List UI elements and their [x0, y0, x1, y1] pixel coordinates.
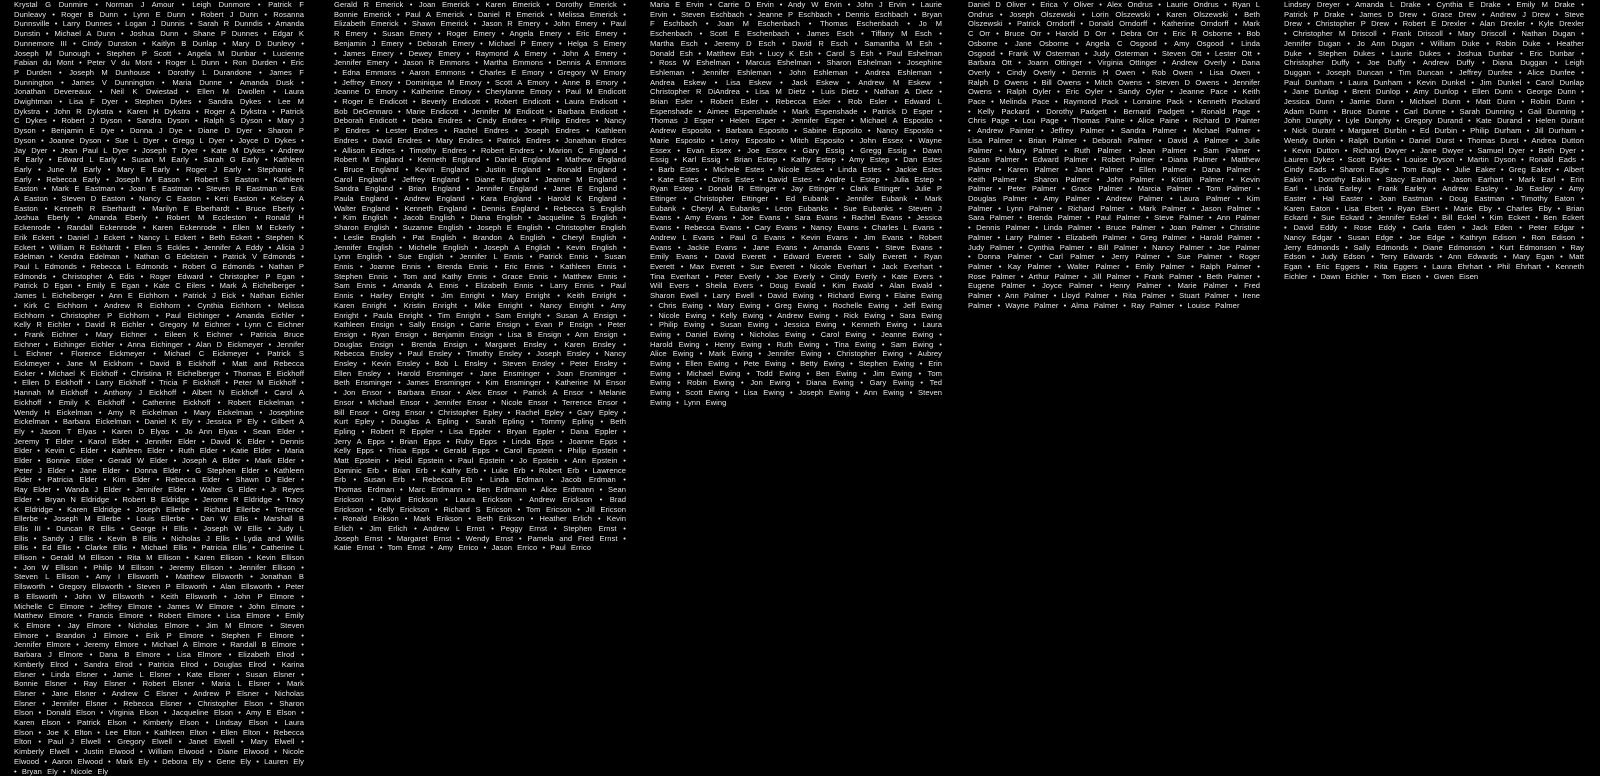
names-column-5	[1284, 0, 1584, 660]
names-column-2	[334, 0, 626, 660]
names-column-4	[968, 0, 1260, 660]
names-text-1: Krystal G Dunmire • Norman J Amour • Leigh Dunmore • Patrick F Dunleavy • Roger B Dunn • Lynn E Dunn • Robert J Dunn • Rosanna Dunnsville • Larry Dunnes • Logan J Dunnis • Sarah R Dunndis • Amanda Dunstin • Michael A Dunn • Joshua Dunn • Shane P Dunnes • Edgar K Dunnemore III • Cindy Dunston • Kaitlyn B Dunlap • Mary D Dunlevy • Joseph M Dunough • Stephen P Scott • Angela M Dunbar • Lucienne Fabian du Mont • Peter V du Mont • Roger L Dunn • Ron Durden • Eric P Durden • Joseph M Dunhouse • Dorothy L Durandone • James F Dunnington • James V Dunnington • Maria Dunne • Amanda Dusk • Jonathan Devereaux • Neil K Dwiestad • Ellen M Dwollen • Laura Dwightman • Lisa F Dyer • Stephen Dykes • Sandra Dykes • Lee M Dykstra • John R Dykstra • Karen H Dykstra • Roger A Dykstra • Patrick C Dykes • Robert J Dyson • Sandra Dyson • Ralph S Dyson • Mary J Dyson • Benjamin E Dye • Donna J Dye • Diane D Dyer • Sharon P Dyson • Joanne Dyson • Sue L Dyer • Gregg L Dyer • Joyce D Dykes • Jay Dyer • Jean Paul L Dyer • Joseph T Dyer • Kate M Dykes • Andrew R Early • Edward L Early • Susan M Early • Sarah G Early • Kathleen Early • June M Early • Mary E Early • Roger J Early • Stephanie R Early • Rebecca Early • Joseph M Eason • Robert S Easton • Kathleen Easton • Mark E Eastman • Joan E Eastman • Steven R Eastman • Erik A Easton • Steven D Easton • Nancy C Easton • Keri Easton • Kelsey A Easton • Kenneth R Eberhardt • Marilyn E Eberhardt • Bruce Eberly • Joshua Eberly • Amanda Eberly • Robert M Eccleston • Ronald H Eckenrode • Randall Eckenrode • Karen Eckenrode • Ellen M Eckerly • Erik Eckert • Daniel J Eckert • Nancy L Eckert • Beth Eckert • Stephen K Eckert • William R Eckhardt • Ellen S Eckles • Jennifer A Eddy • Alicia J Edelman • Kendra Edelman • Nathan G Edelstein • Patrick V Edmonds • Paul L Edmonds • Rebecca L Edmonds • Robert G Edmonds • Nathan P Edmonds • Christopher A Edis • Roger Edward • Christopher P Egan • Patrick D Egan • Emily E Egan • Kate C Eilers • Mark A Eichelberger • James L Eichelberger • Ann E Eichhorn • Patrick J Eick • Nathan Eichler • Kirk C Eichhorn • Andrew R Eichhorn • Cynthia Eichhorn • Melissa Eichhorn • Christopher P Eichhorn • Paul Eichinger • Amanda Eichler • Kelly R Eichler • David R Eichler • Gregory M Eichner • Lynn C Eichner • Frank Eichner • Mary Eichner • Eileen K Eichner • Patricia Bruce Eichner • Eichinger Eichler • Anna Eichinger • Alan D Eickmeyer • Jennifer L Eichner • Florence Eickmeyer • Michael C Eickmeyer • Patrick S Eickmeyer • Jane M Eickhorn • David B Eickhoff • Matt and Rebecca Eicker • Michael K Eickhoff • Christina R Eichelberger • Thomas E Eickhoff • Ellen D Eickhoff • Larry Eickhoff • Tricia F Eickhoff • Peter M Eickhoff • Hannah M Eickhoff • Anthony J Eickhoff • Albert N Eickhoff • Carol A Eickhoff • Emily K Eickhoff • Catherine Eickhoff • Robert Eickelman • Wendy H Eickelman • Amy R Eickelman • Mary Eickelman • Josephine Eickelman • Barbara Eickelman • Daniel K Ely • Jessica P Ely • Gilbert A Ely • Jason T Elyas • Karen D Elyas • Jo Ann Elyas • Sean Elder • Jeremy T Elder • Karol Elder • Jennifer Elder • David K Elder • Dennis Elder • Kevin C Elder • Kathleen Elder • Ruth Elder • Katie Elder • Maria Elder • Bonnie Elder • Gerald W Elder • Joseph A Elder • Mark Elder • Peter J Elder • Jane Elder • Donna Elder • G Stephen Elder • Kathleen Elder • Patricia Elder • Kim Elder • Rebecca Elder • Shawn D Elder • Ray Elder • Wanda J Elder • Jennifer Elder • Walter G Elder • Jr Reyes Elder • Bryan N Eldridge • Robert B Eldridge • Jerome R Eldridge • Tracy K Eldridge • Karen Eldridge • Joseph Ellerbe • Richard Ellerbe • Terrence Ellerbe • Joseph M Ellerbe • Louis Ellerbe • Dan W Ellis • Marshall B Ellis III • Duncan R Ellis • George H Ellis • Joseph W Ellis • Judy L Ellis • Sandy J Ellis • Kevin B Ellis • Nicholas J Ellis • Lydia and Willis Ellis • Ed Ellis • Clarke Ellis • Michael Ellis • Patricia Ellis • Catherine L Ellison • Gerald M Ellison • Rita M Ellison • Karen Ellison • Kevin Ellison • Jon W Ellison • Philip M Ellison • Jeremy Ellison • Jennifer Ellison • Steven L Ellison • Amy I Ellsworth • Matthew Ellsworth • Jonathan B Ellsworth • Gregory Ellsworth • Steven P Ellsworth • Alan Ellsworth • Peter B Ellsworth • John W Ellsworth • Keith Ellsworth • John P Elmore • Michelle C Elmore • Jeffrey Elmore • James W Elmore • John Elmore • Matthew Elmore • Francis Elmore • Robert Elmore • Lisa Elmore • Emily K Elmore • Jay Elmore • Nicholas Elmore • Jim M Elmore • Steven Elmore • Brandon J Elmore • Erik P Elmore • Stephen F Elmore • Jennifer Elmore • Jeremy Elmore • Michael A Elmore • Randall B Elmore • Barbara J Elmore • Dana B Elmore • Lisa Elmore • Elizabeth Elrod • Kimberly Elrod • Sandra Elrod • Patricia Elrod • Douglas Elrod • Karina Elsner • Linda Elsner • Jamie L Elsner • Kate Elsner • Susan Elsner • Bonnie Elsner • Ray Elsner • Robert Elsner • Maria L Elsner • Mark Elsner • Jane Elsner • Andrew C Elsner • Andrew P Elsner • Nicholas Elsner • Jennifer Elsner • Rebecca Elsner • Christopher Elson • Sharon Elson • Donald Elson • Virginia Elson • Jacqueline Elson • Amy E Elson • Karen Elson • Patrick Elson • Kimberly Elson • Lindsay Elson • Laura Elson • Joe K Elton • Lee Elton • Kathleen Elton • Ellen Elton • Rebecca Elton • Paul J Elwell • Gregory Elwell • Janet Elwell • Mary Elwell • Kimberly Elwell • Justin Elwood • William Elwood • Diane Elwood • Nicole Elwood • Aaron Elwood • Mark Ely • Debora Ely • Gene Ely • Lauren Ely • Bryan Ely • Nicole Ely	[14, 0, 304, 776]
names-column-1	[14, 0, 304, 776]
names-text-5: Lindsey Dreyer • Amanda L Drake • Cynthia E Drake • Emily M Drake • Patrick P Drake • James D Drew • Grace Drew • Andrew J Drew • Steve Drew • Christopher P Drew • Robert E Drexler • Alan Drexler • Kyle Drexler • Christopher M Driscoll • Frank Driscoll • Mary Driscoll • Nathan Dugan • Jennifer Dugan • Jo Ann Dugan • William Duke • Robin Duke • Heather Duke • Stephen Dukes • Laurie Dukes • Joshua Dunbar • Eric Dunbar • Christopher Duffy • Joe Duffy • Andrew Duffy • Diana Duggan • Leigh Duggan • Joseph Duncan • Tim Duncan • Jeffrey Dunfee • Alice Dunfee • Paul Dunham • Laura Dunham • Kevin Dunkel • Jim Dunkel • Carol Dunlap • Jane Dunlap • Brent Dunlop • Amy Dunlop • Ellen Dunn • George Dunn • Jessica Dunn • Jamie Dunn • Michael Dunn • Matt Dunn • Robin Dunn • Adam Dunn • Bruce Dunne • Carl Dunne • Sarah Dunning • Gail Dunning • John Dunphy • Lyle Dunphy • Gregory Durand • Kate Durand • Helen Durant • Nick Durant • Margaret Durbin • Ed Durbin • Philip Durham • Jill Durham • Wendy Durkin • Ralph Durkin • Daniel Durst • Thomas Durst • Andrea Dutton • Kevin Dutton • Richard Dwyer • Jane Dwyer • Samuel Dyer • Beth Dyer • Lauren Dykes • Scott Dykes • Louise Dyson • Martin Dyson • Ronald Eads • Cindy Eads • Sharon Eagle • Tom Eagle • Julie Eaker • Greg Eaker • Albert Eakin • Dorothy Eakin • Stacy Earhart • Jason Earhart • Mark Earl • Erin Earl • Linda Earley • Frank Earley • Andrew Easley • Jo Easley • Amy Easter • Hal Easter • Joan Eastman • Doug Eastman • Timothy Eaton • Karen Eaton • Lisa Ebert • Ryan Ebert • Marie Eby • Charles Eby • Brian Eckard • Sue Eckard • Jennifer Eckel • Bill Eckel • Kim Eckert • Ben Eckert • David Eddy • Rose Eddy • Carla Eden • Jack Eden • Peter Edgar • Nancy Edgar • Susan Edge • Joe Edge • Kathryn Edison • Ron Edison • Jerry Edmonds • Sally Edmonds • Diane Edmonson • Kurt Edmonson • Ray Edson • Judy Edson • Terry Edwards • Ann Edwards • Mary Egan • Matt Egan • Eric Eggers • Rita Eggers • Laura Ehrhart • Phil Ehrhart • Kenneth Eichler • Dawn Eichler • Tom Eisen • Gwen Eisen	[1284, 0, 1584, 281]
names-text-3: Maria E Ervin • Carrie D Ervin • Andy W Ervin • John J Ervin • Laurie Ervin • Steven Eschbach • Jeanne P Eschbach • Dennis Eschbach • Bryan F Eschbach • Joan M Eschenbach • Thomas Eschenbach • Jo M Eschenbach • Scott E Eschenbach • James Esch • Tiffany M Esch • Martha Esch • Jeremy D Esch • David R Esch • Samantha M Esh • Donald Esh • Matthew Esh • Lucy K Esh • Carol S Esh • Paul Eshelman • Ross W Eshelman • Marcus Eshelman • Sharon Eshelman • Josephine Eshleman • Jennifer Eshleman • John Eshleman • Andrea Eshleman • Andrea Eskew • Lisa Eskew • Jack Eskew • Andrew M Eskew • Christopher R DiAndrea • Lisa M Dietz • Luis Dietz • Nathan A Dietz • Brian Esler • Robert Esler • Rebecca Esler • Rob Esler • Edward L Espenshade • Aimee Espenshade • Mark Espenshade • Patrick D Esper • Thomas J Esper • Helen Esper • Jennifer Esper • Michael A Esposito • Andrew Esposito • Barbara Esposito • Sabine Esposito • Nancy Esposito • Marie Esposito • Leroy Esposito • Mitch Esposito • John Essex • Wayne Essex • Evan Essex • Joe Essex • Gary Essig • Gregg Essig • Dawn Essig • Karl Essig • Brian Estep • Kathy Estep • Amy Estep • Dan Estes • Barb Estes • Michele Estes • Nicole Estes • Linda Estes • Jackie Estes • Kate Estes • Chris Estes • David Estes • Andre L Estep • Julia Estep • Ryan Estep • Donald R Ettinger • Jay Ettinger • Clark Ettinger • Julie P Ettinger • Christopher Ettinger • Ed Eubank • Jennifer Eubank • Mark Eubank • Cheryl A Eubanks • Leon Eubanks • Sue Eubanks • Steven J Evans • Amy Evans • Joe Evans • Sara Evans • Rachel Evans • Jessica Evans • Rebecca Evans • Cary Evans • Nancy Evans • Charles L Evans • Andrew L Evans • Paul G Evans • Kevin Evans • Jim Evans • Robert Evans • Jackie Evans • Jane Evans • Amanda Evans • Steve Evans • Emily Evans • David Everett • Edward Everett • Sally Everett • Ryan Everett • Max Everett • Sue Everett • Nicole Everhart • Jack Everhart • Tina Everhart • Peter Everly • Joe Everly • Cindy Everly • Kate Evers • Will Evers • Sheila Evers • Doug Ewald • Kim Ewald • Alan Ewald • Sharon Ewell • Larry Ewell • David Ewing • Richard Ewing • Elaine Ewing • Chris Ewing • Mary Ewing • Greg Ewing • Rochelle Ewing • Jeff Ewing • Nicole Ewing • Kelly Ewing • Andrew Ewing • Rick Ewing • Sara Ewing • Philip Ewing • Susan Ewing • Jessica Ewing • Kenneth Ewing • Laura Ewing • Daniel Ewing • Nicholas Ewing • Carol Ewing • Jeanne Ewing • Harold Ewing • Henry Ewing • Ruth Ewing • Tina Ewing • Sam Ewing • Alice Ewing • Mark Ewing • Jennifer Ewing • Christopher Ewing • Aubrey Ewing • Ellen Ewing • Pete Ewing • Betty Ewing • Stephen Ewing • Erin Ewing • Michael Ewing • Todd Ewing • Ben Ewing • Jim Ewing • Tom Ewing • Robin Ewing • Jon Ewing • Diana Ewing • Gary Ewing • Ted Ewing • Scott Ewing • Lisa Ewing • Joseph Ewing • Ann Ewing • Steven Ewing • Lynn Ewing	[650, 0, 942, 407]
names-text-4: Daniel D Oliver • Erica Y Oliver • Alex Ondrus • Laurie Ondrus • Ryan L Ondrus • Joseph Olszewski • Lorin Olszewski • Karen Olszewski • Beth Olszewski • Patrick Orndorff • Donald Orndorff • Katherine Orndorff • Mark C Orr • Bruce Orr • Harold D Orr • Debra Orr • Eric R Osborne • Bob Osborne • Jane Osborne • Angela C Osgood • Amy Osgood • Linda Osgood • Frank W Osterman • Judy Osterman • Steven Ott • Lester Ott • Barbara Ott • Joann Ottinger • Virginia Ottinger • Andrew Overly • Dana Overly • Cindy Overly • Dennis H Owen • Rob Owen • Lisa Owen • Ralph D Owens • Bill Owens • Mitch Owens • Steven D Owens • Jennifer Owens • Ralph Oyler • Eric Oyler • Sandy Oyler • Jeanne Pace • Keith Pace • Melinda Pace • Raymond Pack • Lorraine Pack • Kenneth Packard • Kelly Packard • Dorothy Padgett • Bernard Padgett • Ronald Page • Chris Page • Lou Page • Thomas Paine • Alice Paine • Richard D Painter • Andrew Painter • Jeffrey Palmer • Sandra Palmer • Michael Palmer • Lisa Palmer • Brian Palmer • Deborah Palmer • David A Palmer • Julie Palmer • Mary Palmer • Ruth Palmer • Jean Palmer • Sam Palmer • Susan Palmer • Edward Palmer • Robert Palmer • Diana Palmer • Matthew Palmer • Karen Palmer • Janet Palmer • Ellen Palmer • Dana Palmer • Keith Palmer • Sharon Palmer • John Palmer • Kristin Palmer • Kevin Palmer • Peter Palmer • Grace Palmer • Marcia Palmer • Tom Palmer • Douglas Palmer • Amy Palmer • Andrew Palmer • Laura Palmer • Kim Palmer • Lynn Palmer • Richard Palmer • Mark Palmer • Jason Palmer • Sara Palmer • Brenda Palmer • Paul Palmer • Steve Palmer • Ann Palmer • Dennis Palmer • Linda Palmer • Bruce Palmer • Joan Palmer • Christine Palmer • Larry Palmer • Elizabeth Palmer • Greg Palmer • Harold Palmer • Judy Palmer • Cynthia Palmer • Bill Palmer • Nancy Palmer • Joe Palmer • Donna Palmer • Carl Palmer • Jerry Palmer • Sue Palmer • Roger Palmer • Kay Palmer • Walter Palmer • Emily Palmer • Ralph Palmer • Rose Palmer • Arthur Palmer • Jill Palmer • Frank Palmer • Beth Palmer • Eugene Palmer • Joyce Palmer • Henry Palmer • Marie Palmer • Fred Palmer • Ann Palmer • Lloyd Palmer • Rita Palmer • Stuart Palmer • Irene Palmer • Wayne Palmer • Alma Palmer • Ray Palmer • Louise Palmer	[968, 0, 1260, 310]
names-column-3	[650, 0, 942, 660]
names-text-2: Gerald R Emerick • Joan Emerick • Karen Emerick • Dorothy Emerick • Bonnie Emerick • Paul A Emerick • Daniel R Emerick • Melissa Emerick • Elizabeth Emerick • Shawn Emerick • Jason R Emery • John Emery • Paul R Emery • Susan Emery • Roger Emery • Angela Emery • Eric Emery • Benjamin J Emery • Deborah Emery • Michael P Emery • Helga S Emery • James Emery • Dewey Emery • Raymond A Emery • John A Emery • Jennifer Emery • Jason R Emmons • Martha Emmons • Dennis A Emmons • Edna Emmons • Aaron Emmons • Charles E Emory • Gregory W Emory • Jeffrey Emory • Dominique M Emory • Scott A Emory • Anne B Emory • Jeanne D Emory • Katherine Emory • Cherylanne Emory • Paul M Endicott • Roger E Endicott • Beverly Endicott • Robert Endicott • Laura Endicott • Bob DeGennaro • Marie Endicott • Jennifer M Endicott • Barbara Endicott • Deborah Endicott • Debra Endres • Cindy Endres • Philip Endres • Nancy P Endres • Lester Endres • Rachel Endres • Joseph Endres • Kathleen Endres • David Endres • Mary Endres • Patrick Endres • Jonathan Endres • Allison Endres • Timothy Endres • Robert Endres • Marion C England • Robert M England • Kenneth England • Daniel England • Mathew England • Bruce England • Kevin England • Justin England • Ronald England • Carol England • Jeffrey England • Diane England • Jeanne M England • Sandra England • Brian England • Jennifer England • Janet E England • Paula England • Andrew England • Kara England • Harold K England • Walter England • Kenneth England • Dennis England • Rebecca S English • Kim English • Jacob English • Diana English • Jacqueline S English • Sharon English • Suzanne English • Joseph E English • Christopher English • Leslie English • Pat English • Brandon A English • Cheryl English • Jennifer English • Michelle English • Joseph A English • Kevin English • Lynn English • Sue English • Jennifer L Ennis • Patrick Ennis • Susan Ennis • Joanne Ennis • Brenda Ennis • Eric Ennis • Kathleen Ennis • Stephen Ennis • Tom and Kathy Ennis • Grace Ennis • Matthew Ennis • Sam Ennis • Amanda A Ennis • Elizabeth Ennis • Larry Ennis • Paul Ennis • Harley Enright • Jim Enright • Mary Enright • Keith Enright • Karen Enright • Kristin Enright • Mike Enright • Nancy Enright • Amy Enright • Paula Enright • Tim Enright • Sam Enright • Susan A Ensign • Kathleen Ensign • Sally Ensign • Carrie Ensign • Evan P Ensign • Peter Ensign • Ryan Ensign • Benjamin Ensign • Lisa B Ensign • Ann Ensign • Douglas Ensign • Brenda Ensign • Margaret Ensley • Karen Ensley • Rebecca Ensley • Paul Ensley • Timothy Ensley • Joseph Ensley • Nancy Ensley • Kevin Ensley • Bob L Ensley • Steven Ensley • Peter Ensley • Ellen Ensley • Harold Ensminger • Jane Ensminger • Joan Ensminger • Beth Ensminger • James Ensminger • Kim Ensminger • Katherine M Ensor • Jon Ensor • Barbara Ensor • Alex Ensor • Patrick A Ensor • Melanie Ensor • Michael Ensor • Jennifer Ensor • Nicole Ensor • Terrence Ensor • Bill Ensor • Greg Ensor • Christopher Epley • Rachel Epley • Gary Epley • Kurt Epley • Douglas A Epling • Sarah Epling • Tommy Epling • Beth Epling • Robert R Eppler • Lisa Eppler • Bryan Eppler • Dana Eppler • Jerry A Epps • Brian Epps • Ruby Epps • Linda Epps • Joanne Epps • Kelly Epps • Tricia Epps • Gerald Epps • Carol Epstein • Philip Epstein • Matt Epstein • Heidi Epstein • Paul Epstein • Jo Epstein • Ann Epstein • Dominic Erb • Brian Erb • Kathy Erb • Luke Erb • Robert Erb • Lawrence Erb • Susan Erb • Rebecca Erb • Linda Erdman • Jacob Erdman • Thomas Erdman • Marc Erdmann • Ben Erdmann • Alice Erdmann • Sean Erickson • David Erickson • Laura Erickson • Andrew Erickson • Brad Erickson • Kelly Erickson • Richard S Ericson • Tom Ericson • Jill Ericson • Ronald Erikson • Mark Erikson • Beth Erikson • Heather Erlich • Kevin Erlich • Jim Erlich • Andrew L Ernst • Peggy Ernst • Stephen Ernst • Joseph Ernst • Margaret Ernst • Wendy Ernst • Pamela and Fred Ernst • Katie Ernst • Tom Ernst • Amy Errico • Jason Errico • Paul Errico	[334, 0, 626, 553]
